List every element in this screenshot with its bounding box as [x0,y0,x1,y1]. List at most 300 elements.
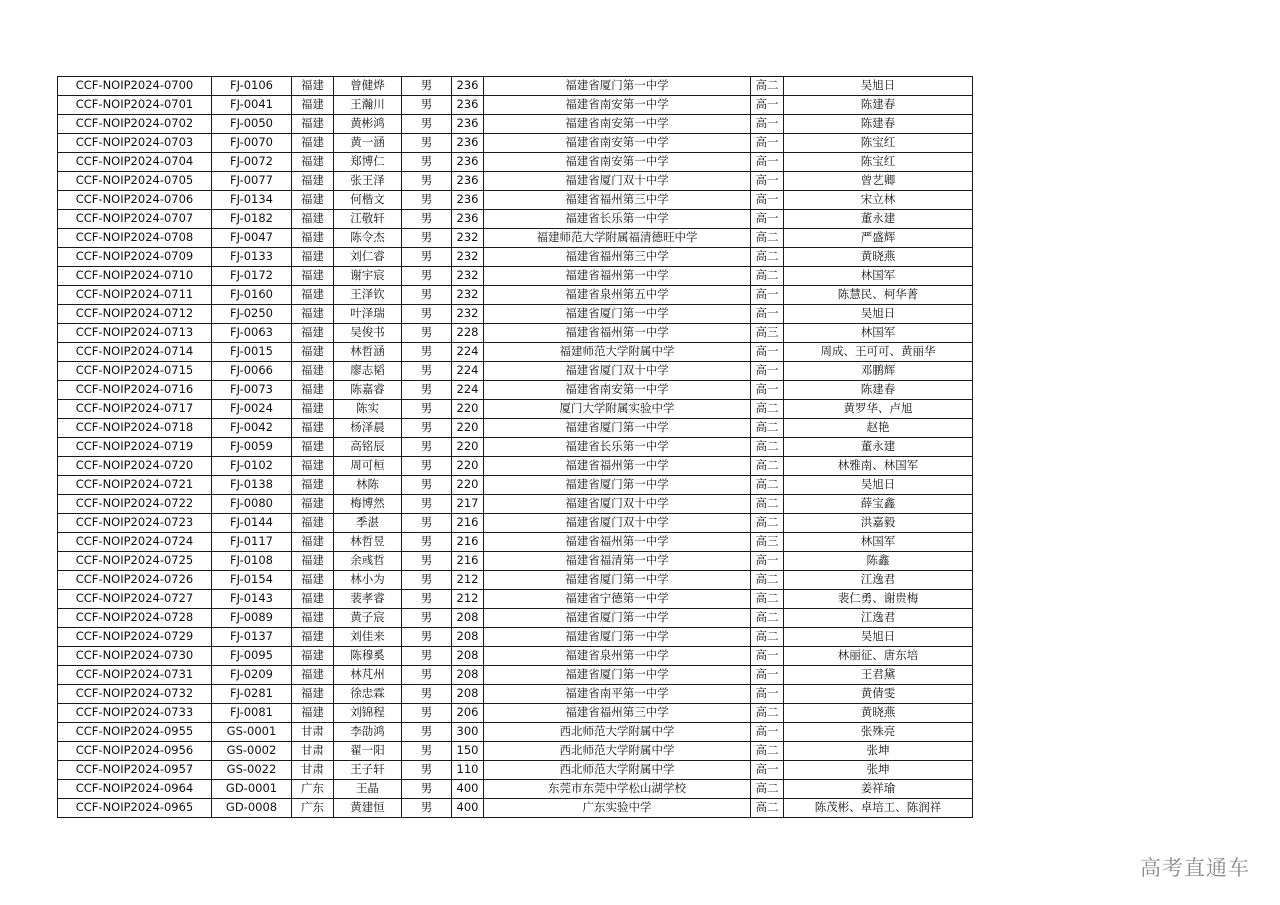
cell-gender: 男 [402,552,452,571]
cell-ticket-id: FJ-0134 [212,191,292,210]
cell-score: 208 [452,609,484,628]
cell-school: 福建省南安第一中学 [484,96,751,115]
cell-province: 甘肃 [292,742,334,761]
cell-grade: 高一 [751,381,784,400]
cell-score: 232 [452,248,484,267]
cell-province: 福建 [292,153,334,172]
cell-coach: 曾艺卿 [784,172,973,191]
cell-province: 福建 [292,210,334,229]
cell-ticket-id: GS-0001 [212,723,292,742]
cell-grade: 高一 [751,134,784,153]
cell-ticket-id: FJ-0047 [212,229,292,248]
cell-gender: 男 [402,609,452,628]
cell-grade: 高二 [751,571,784,590]
cell-coach: 赵艳 [784,419,973,438]
cell-gender: 男 [402,229,452,248]
cell-student-name: 周可桓 [334,457,402,476]
table-row [58,685,973,704]
cell-coach: 林国军 [784,267,973,286]
cell-student-name: 裴孝睿 [334,590,402,609]
cell-grade: 高二 [751,628,784,647]
table-row [58,457,973,476]
cell-entry-id: CCF-NOIP2024-0711 [58,286,212,305]
table-row [58,248,973,267]
cell-entry-id: CCF-NOIP2024-0726 [58,571,212,590]
cell-score: 212 [452,571,484,590]
cell-student-name: 王子轩 [334,761,402,780]
cell-coach: 陈宝红 [784,153,973,172]
table-row [58,77,973,96]
cell-coach: 吴旭日 [784,476,973,495]
cell-province: 福建 [292,229,334,248]
table-row [58,419,973,438]
cell-entry-id: CCF-NOIP2024-0720 [58,457,212,476]
cell-ticket-id: GD-0001 [212,780,292,799]
cell-score: 216 [452,533,484,552]
cell-school: 福建省厦门第一中学 [484,666,751,685]
cell-grade: 高一 [751,115,784,134]
cell-ticket-id: FJ-0066 [212,362,292,381]
cell-student-name: 王瀚川 [334,96,402,115]
table-row [58,172,973,191]
cell-ticket-id: GS-0002 [212,742,292,761]
table-row [58,476,973,495]
table-row [58,666,973,685]
cell-grade: 高一 [751,172,784,191]
cell-province: 福建 [292,267,334,286]
cell-student-name: 刘锦程 [334,704,402,723]
cell-score: 224 [452,362,484,381]
cell-grade: 高一 [751,723,784,742]
cell-entry-id: CCF-NOIP2024-0732 [58,685,212,704]
cell-ticket-id: FJ-0172 [212,267,292,286]
cell-gender: 男 [402,134,452,153]
cell-gender: 男 [402,514,452,533]
cell-grade: 高二 [751,780,784,799]
cell-score: 220 [452,476,484,495]
cell-school: 福建省厦门双十中学 [484,514,751,533]
cell-entry-id: CCF-NOIP2024-0702 [58,115,212,134]
cell-grade: 高二 [751,590,784,609]
cell-gender: 男 [402,476,452,495]
cell-coach: 陈建春 [784,381,973,400]
cell-coach: 姜祥瑜 [784,780,973,799]
cell-student-name: 林芃州 [334,666,402,685]
cell-entry-id: CCF-NOIP2024-0718 [58,419,212,438]
cell-entry-id: CCF-NOIP2024-0703 [58,134,212,153]
cell-student-name: 吴俊书 [334,324,402,343]
cell-ticket-id: FJ-0133 [212,248,292,267]
table-row [58,134,973,153]
cell-school: 福建省南平第一中学 [484,685,751,704]
cell-coach: 张坤 [784,742,973,761]
table-row [58,115,973,134]
cell-grade: 高二 [751,438,784,457]
cell-entry-id: CCF-NOIP2024-0724 [58,533,212,552]
cell-score: 220 [452,400,484,419]
cell-student-name: 王泽钦 [334,286,402,305]
cell-coach: 裴仁勇、谢贵梅 [784,590,973,609]
cell-school: 福建省福州第一中学 [484,533,751,552]
cell-ticket-id: FJ-0160 [212,286,292,305]
cell-coach: 董永建 [784,438,973,457]
cell-grade: 高一 [751,761,784,780]
cell-grade: 高一 [751,191,784,210]
cell-score: 400 [452,780,484,799]
cell-coach: 严盛辉 [784,229,973,248]
cell-ticket-id: FJ-0089 [212,609,292,628]
table-row [58,495,973,514]
cell-grade: 高二 [751,704,784,723]
cell-entry-id: CCF-NOIP2024-0701 [58,96,212,115]
cell-ticket-id: FJ-0095 [212,647,292,666]
table-row [58,761,973,780]
cell-student-name: 林哲昱 [334,533,402,552]
cell-province: 福建 [292,191,334,210]
cell-province: 福建 [292,514,334,533]
cell-coach: 陈鑫 [784,552,973,571]
cell-score: 208 [452,685,484,704]
table-row [58,324,973,343]
cell-ticket-id: FJ-0070 [212,134,292,153]
cell-province: 福建 [292,590,334,609]
table-row [58,229,973,248]
cell-gender: 男 [402,343,452,362]
cell-entry-id: CCF-NOIP2024-0723 [58,514,212,533]
cell-ticket-id: FJ-0182 [212,210,292,229]
cell-school: 福建省长乐第一中学 [484,210,751,229]
cell-coach: 洪嘉毅 [784,514,973,533]
cell-gender: 男 [402,761,452,780]
cell-school: 西北师范大学附属中学 [484,742,751,761]
cell-school: 福建省泉州第五中学 [484,286,751,305]
cell-score: 216 [452,552,484,571]
cell-entry-id: CCF-NOIP2024-0965 [58,799,212,818]
cell-grade: 高一 [751,96,784,115]
cell-school: 福建省厦门第一中学 [484,571,751,590]
cell-coach: 林雅南、林国军 [784,457,973,476]
cell-gender: 男 [402,324,452,343]
cell-entry-id: CCF-NOIP2024-0716 [58,381,212,400]
cell-coach: 张坤 [784,761,973,780]
cell-coach: 邓鹏辉 [784,362,973,381]
cell-ticket-id: FJ-0281 [212,685,292,704]
cell-score: 212 [452,590,484,609]
cell-student-name: 廖志韬 [334,362,402,381]
cell-entry-id: CCF-NOIP2024-0714 [58,343,212,362]
cell-gender: 男 [402,780,452,799]
cell-score: 224 [452,343,484,362]
cell-gender: 男 [402,495,452,514]
cell-grade: 高二 [751,742,784,761]
cell-ticket-id: FJ-0024 [212,400,292,419]
table-row [58,96,973,115]
cell-score: 232 [452,267,484,286]
cell-province: 福建 [292,362,334,381]
cell-province: 福建 [292,134,334,153]
cell-school: 福建省厦门双十中学 [484,495,751,514]
cell-entry-id: CCF-NOIP2024-0722 [58,495,212,514]
cell-gender: 男 [402,400,452,419]
cell-ticket-id: FJ-0250 [212,305,292,324]
cell-entry-id: CCF-NOIP2024-0709 [58,248,212,267]
cell-entry-id: CCF-NOIP2024-0727 [58,590,212,609]
cell-grade: 高二 [751,495,784,514]
cell-coach: 张殊亮 [784,723,973,742]
cell-province: 福建 [292,476,334,495]
cell-grade: 高二 [751,419,784,438]
cell-school: 东莞市东莞中学松山湖学校 [484,780,751,799]
cell-ticket-id: FJ-0063 [212,324,292,343]
cell-entry-id: CCF-NOIP2024-0706 [58,191,212,210]
cell-entry-id: CCF-NOIP2024-0700 [58,77,212,96]
cell-grade: 高二 [751,77,784,96]
cell-ticket-id: FJ-0050 [212,115,292,134]
cell-student-name: 江敬轩 [334,210,402,229]
cell-coach: 林丽征、唐东培 [784,647,973,666]
cell-gender: 男 [402,590,452,609]
table-row [58,552,973,571]
cell-province: 福建 [292,77,334,96]
cell-student-name: 郑博仁 [334,153,402,172]
cell-score: 236 [452,96,484,115]
cell-gender: 男 [402,571,452,590]
cell-ticket-id: GS-0022 [212,761,292,780]
cell-province: 福建 [292,286,334,305]
cell-grade: 高一 [751,343,784,362]
cell-coach: 周成、王可可、黄丽华 [784,343,973,362]
table-row [58,628,973,647]
cell-entry-id: CCF-NOIP2024-0712 [58,305,212,324]
cell-province: 福建 [292,552,334,571]
cell-student-name: 刘佳来 [334,628,402,647]
cell-student-name: 林陈 [334,476,402,495]
cell-province: 福建 [292,457,334,476]
table-row [58,305,973,324]
cell-entry-id: CCF-NOIP2024-0713 [58,324,212,343]
cell-entry-id: CCF-NOIP2024-0731 [58,666,212,685]
cell-score: 236 [452,153,484,172]
cell-gender: 男 [402,267,452,286]
cell-score: 206 [452,704,484,723]
cell-ticket-id: FJ-0077 [212,172,292,191]
cell-gender: 男 [402,210,452,229]
cell-school: 福建师范大学附属中学 [484,343,751,362]
table-row [58,799,973,818]
cell-coach: 宋立林 [784,191,973,210]
cell-score: 400 [452,799,484,818]
cell-grade: 高二 [751,248,784,267]
table-row [58,723,973,742]
cell-student-name: 杨泽晨 [334,419,402,438]
cell-student-name: 张王泽 [334,172,402,191]
cell-score: 232 [452,305,484,324]
cell-school: 福建省厦门第一中学 [484,476,751,495]
cell-grade: 高一 [751,685,784,704]
cell-entry-id: CCF-NOIP2024-0717 [58,400,212,419]
cell-ticket-id: FJ-0042 [212,419,292,438]
table-row [58,191,973,210]
cell-student-name: 林小为 [334,571,402,590]
cell-school: 福建省长乐第一中学 [484,438,751,457]
cell-school: 西北师范大学附属中学 [484,723,751,742]
cell-grade: 高二 [751,229,784,248]
cell-student-name: 高铭辰 [334,438,402,457]
table-row [58,704,973,723]
cell-student-name: 陈嘉睿 [334,381,402,400]
cell-ticket-id: FJ-0015 [212,343,292,362]
cell-score: 236 [452,115,484,134]
cell-coach: 陈建春 [784,115,973,134]
cell-entry-id: CCF-NOIP2024-0704 [58,153,212,172]
cell-province: 福建 [292,438,334,457]
cell-entry-id: CCF-NOIP2024-0730 [58,647,212,666]
cell-province: 福建 [292,343,334,362]
cell-entry-id: CCF-NOIP2024-0964 [58,780,212,799]
cell-gender: 男 [402,191,452,210]
cell-gender: 男 [402,685,452,704]
results-table [57,76,973,818]
cell-school: 福建省厦门第一中学 [484,305,751,324]
cell-gender: 男 [402,666,452,685]
cell-grade: 高二 [751,514,784,533]
cell-score: 220 [452,457,484,476]
cell-student-name: 谢宇宸 [334,267,402,286]
cell-entry-id: CCF-NOIP2024-0721 [58,476,212,495]
cell-province: 福建 [292,609,334,628]
cell-student-name: 曾健烨 [334,77,402,96]
cell-grade: 高二 [751,267,784,286]
cell-gender: 男 [402,438,452,457]
cell-ticket-id: FJ-0106 [212,77,292,96]
cell-gender: 男 [402,96,452,115]
cell-entry-id: CCF-NOIP2024-0719 [58,438,212,457]
cell-province: 福建 [292,495,334,514]
cell-school: 福建省南安第一中学 [484,115,751,134]
cell-student-name: 何楷文 [334,191,402,210]
cell-entry-id: CCF-NOIP2024-0957 [58,761,212,780]
cell-coach: 薛宝鑫 [784,495,973,514]
table-row [58,533,973,552]
cell-grade: 高二 [751,457,784,476]
table-row [58,609,973,628]
cell-entry-id: CCF-NOIP2024-0733 [58,704,212,723]
cell-school: 福建省福州第三中学 [484,704,751,723]
cell-school: 福建省厦门第一中学 [484,628,751,647]
cell-score: 224 [452,381,484,400]
cell-coach: 陈建春 [784,96,973,115]
cell-school: 福建省南安第一中学 [484,134,751,153]
cell-gender: 男 [402,115,452,134]
cell-score: 236 [452,210,484,229]
cell-score: 208 [452,628,484,647]
cell-entry-id: CCF-NOIP2024-0707 [58,210,212,229]
cell-score: 232 [452,286,484,305]
table-row [58,647,973,666]
cell-gender: 男 [402,286,452,305]
cell-score: 220 [452,438,484,457]
cell-score: 220 [452,419,484,438]
cell-grade: 高一 [751,286,784,305]
cell-ticket-id: FJ-0073 [212,381,292,400]
cell-province: 福建 [292,400,334,419]
cell-school: 福建省泉州第一中学 [484,647,751,666]
cell-grade: 高二 [751,400,784,419]
cell-gender: 男 [402,77,452,96]
cell-ticket-id: FJ-0102 [212,457,292,476]
cell-province: 福建 [292,248,334,267]
cell-gender: 男 [402,362,452,381]
cell-grade: 高二 [751,609,784,628]
cell-gender: 男 [402,533,452,552]
cell-score: 228 [452,324,484,343]
cell-school: 福建省厦门双十中学 [484,362,751,381]
cell-coach: 江逸君 [784,609,973,628]
cell-school: 西北师范大学附属中学 [484,761,751,780]
cell-coach: 黄罗华、卢旭 [784,400,973,419]
results-table-body [58,77,973,818]
cell-coach: 江逸君 [784,571,973,590]
table-row [58,590,973,609]
table-row [58,571,973,590]
table-row [58,742,973,761]
cell-school: 福建省福州第一中学 [484,267,751,286]
cell-student-name: 徐忠霖 [334,685,402,704]
cell-coach: 吴旭日 [784,628,973,647]
cell-province: 甘肃 [292,723,334,742]
cell-entry-id: CCF-NOIP2024-0715 [58,362,212,381]
cell-coach: 黄晓燕 [784,704,973,723]
cell-grade: 高三 [751,533,784,552]
cell-coach: 黄晓燕 [784,248,973,267]
cell-gender: 男 [402,457,452,476]
table-row [58,153,973,172]
cell-score: 232 [452,229,484,248]
cell-grade: 高一 [751,666,784,685]
cell-school: 广东实验中学 [484,799,751,818]
cell-province: 福建 [292,647,334,666]
cell-score: 150 [452,742,484,761]
cell-gender: 男 [402,419,452,438]
cell-student-name: 黄子宸 [334,609,402,628]
cell-score: 236 [452,77,484,96]
cell-province: 广东 [292,780,334,799]
table-row [58,267,973,286]
cell-entry-id: CCF-NOIP2024-0710 [58,267,212,286]
cell-ticket-id: FJ-0143 [212,590,292,609]
table-row [58,210,973,229]
cell-coach: 吴旭日 [784,77,973,96]
cell-school: 福建省福州第一中学 [484,457,751,476]
cell-province: 福建 [292,96,334,115]
table-row [58,362,973,381]
cell-ticket-id: FJ-0081 [212,704,292,723]
cell-school: 福建省宁德第一中学 [484,590,751,609]
cell-school: 厦门大学附属实验中学 [484,400,751,419]
cell-province: 福建 [292,666,334,685]
cell-score: 300 [452,723,484,742]
cell-grade: 高一 [751,362,784,381]
cell-score: 236 [452,191,484,210]
cell-score: 236 [452,134,484,153]
cell-school: 福建师范大学附属福清德旺中学 [484,229,751,248]
cell-student-name: 梅博然 [334,495,402,514]
cell-ticket-id: FJ-0072 [212,153,292,172]
cell-entry-id: CCF-NOIP2024-0705 [58,172,212,191]
cell-gender: 男 [402,172,452,191]
cell-province: 福建 [292,571,334,590]
cell-school: 福建省福州第一中学 [484,324,751,343]
